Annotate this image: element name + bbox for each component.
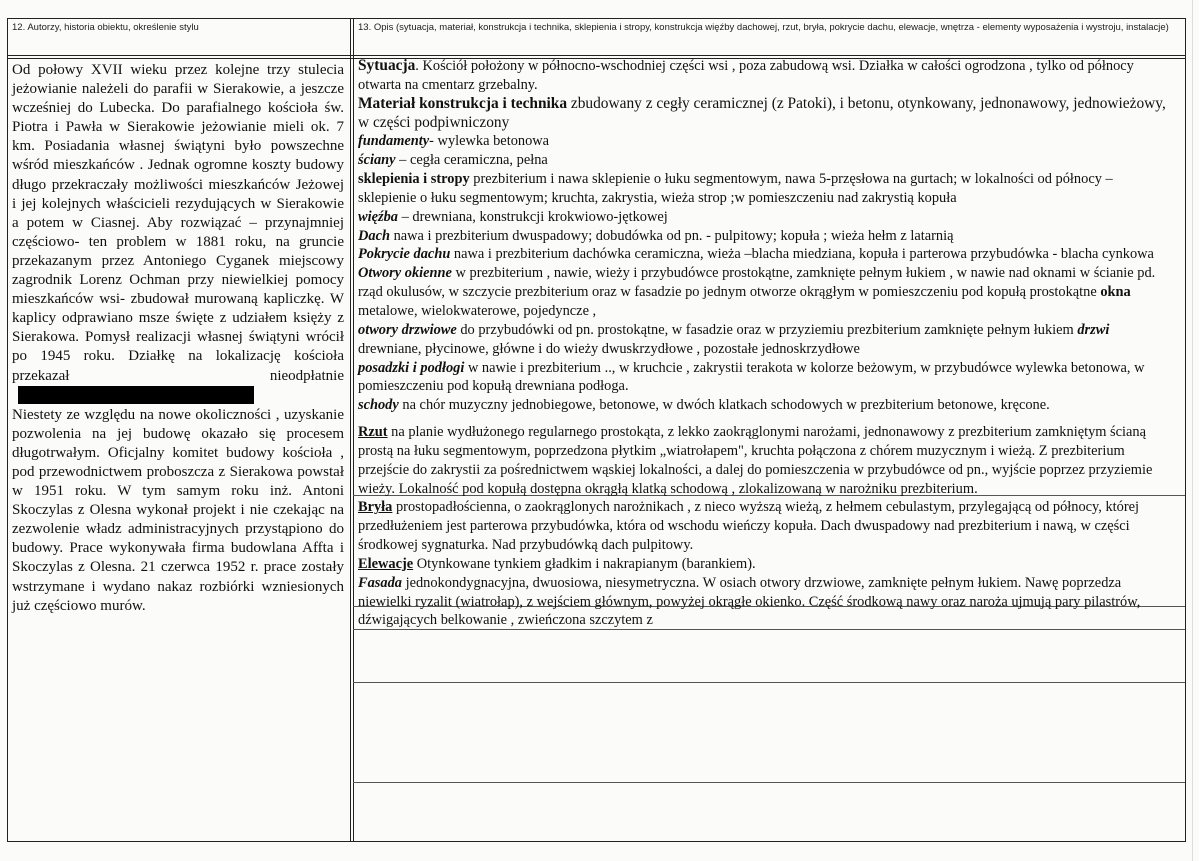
column-divider [350, 19, 351, 841]
label-sklepienia: sklepienia i stropy [358, 171, 470, 188]
desc-sklepienia [358, 170, 1168, 208]
text-otwory-drzwiowe-b: drewniane, płycinowe, główne i do wieży dwuskrzydłowe , pozostałe jednoskrzydłowe [358, 340, 860, 357]
text-rzut: na planie wydłużonego regularnego prostokąta, z lekko zaokrąglonymi narożami, jednonawowy z prezbiterium zamkniętym ścianą prostą na łuku segmentowym, poprzedzona płytkim „wiatrołapem", kruchta połączona z chórem muzycznym i wieżą. Z prezbiterium przejście do zakrystii za pośrednictwem wąskiej lokalności, a dalej do pomieszczenia w przybudówce od pn., wyjście poprzez przyziemie wieży. Lokalność pod kopułą dostępna okrągłą klatką schodową , zlokalizowaną w narożniku prezbiterium. [358, 424, 1153, 497]
desc-rzut [358, 423, 1168, 498]
label-sciany: ściany [358, 152, 396, 169]
label-otwory-okienne: Otwory okienne [358, 265, 452, 282]
label-pokrycie: Pokrycie dachu [358, 246, 451, 263]
text-dach: nawa i prezbiterium dwuspadowy; dobudówka od pn. - pulpitowy; kopuła ; wieża hełm z latarnią [389, 227, 954, 244]
desc-bryla [358, 498, 1168, 555]
section-divider [353, 682, 1185, 683]
desc-posadzki [358, 359, 1168, 397]
history-paragraph-1: Od połowy XVII wieku przez kolejne trzy stulecia jeżowianie należeli do parafii w Sierakowie, a jeszcze wcześniej do Lubecka. Do parafialnego kościoła św. Piotra i Pawła w Sierakowie jeżowianie mieli ok. 7 km. Posiadania własnej świątyni było powszechne wśród mieszkańców . Jednak ogromne koszty budowy długo przekraczały możliwości mieszkańców Jeżowej i jej kolejnych właścicieli rezydujących w Sierakowie a potem w Ciasnej. Aby rozwiązać – przynajmniej częściowo- ten problem w 1881 roku, na gruncie przekazanym przez Antoniego Cyganek miejscowy zagrodnik Lorenz Ochman przy niewielkiej pomocy mieszkańców wsi- zbudował murowaną kapliczkę. W kaplicy odprawiano msze święte z udziałem księży z Sierakowa. Pomysł realizacji własnej świątyni wrócił po 1945 roku. Działkę na lokalizację kościoła przekazał nieodpłatnie [12, 62, 344, 384]
label-sytuacja: Sytuacja [358, 57, 416, 74]
section-divider [353, 782, 1185, 783]
text-schody: na chór muzyczny jednobiegowe, betonowe, w dwóch klatkach schodowych w prezbiterium betonowe, kręcone. [398, 397, 1050, 414]
desc-material [358, 95, 1168, 133]
label-fasada: Fasada [358, 574, 402, 591]
description-text [358, 57, 1168, 630]
label-otwory-drzwiowe: otwory drzwiowe [358, 321, 457, 338]
desc-wiezba [358, 208, 1168, 227]
desc-schody [358, 396, 1168, 415]
desc-otwory-drzwiowe [358, 321, 1168, 359]
desc-sytuacja [358, 57, 1168, 95]
text-sytuacja: . Kościół położony w północno-wschodniej części wsi , poza zabudową wsi. Działka w całości ogrodzona , tylko od północy otwarta na cmentarz grzebalny. [358, 58, 1134, 93]
text-otwory-drzwiowe-a: do przybudówki od pn. prostokątne, w fasadzie oraz w przyziemiu prezbiterium zamknięte pełnym łukiem [456, 321, 1078, 338]
column-divider-double [353, 19, 354, 841]
text-bryla: prostopadłościenna, o zaokrąglonych narożnikach , z nieco wyższą wieżą, z hełmem cebulastym, przylegającą od północy, której przedłużeniem jest parterowa przybudówka, która od wschodu wieńczy kopuła. Dach dwuspadowy nad prezbiterium i nawą, w części środkowej sygnaturka. Nad przybudówką dach pulpitowy. [358, 499, 1140, 554]
label-drzwi: drzwi [1077, 321, 1110, 338]
desc-sciany [358, 151, 1168, 170]
label-elewacje: Elewacje [358, 555, 414, 572]
desc-fasada [358, 574, 1168, 631]
text-posadzki: w nawie i prezbiterium .., w kruchcie , zakrystii terakota w kolorze beżowym, w przybudówce wylewka betonowa, w pomieszczeniu pod kopułą drewniana podłoga. [358, 359, 1145, 395]
header-description: 13. Opis (sytuacja, materiał, konstrukcja i technika, sklepienia i stropy, konstrukcja więźby dachowej, rzut, bryła, pokrycie dachu, elewacje, wnętrza - elementy wyposażenia i wystroju, instalacje) [358, 22, 1169, 33]
text-wiezba: – drewniana, konstrukcji krokwiowo-jętkowej [397, 208, 668, 225]
text-fasada: jednokondygnacyjna, dwuosiowa, niesymetryczna. W osiach otwory drzwiowe, zamknięte pełnym łukiem. Nawę poprzedza niewielki ryzalit (wiatrołap), z wejściem głównym, powyżej okrągłe okienko. Część środkową nawy oraz naroża ujmują pary pilastrów, dźwigających belkowanie , zwieńczona szczytem z [358, 574, 1141, 629]
label-okna: okna [1100, 284, 1131, 301]
desc-otwory-okienne [358, 264, 1168, 321]
label-dach: Dach [358, 227, 390, 244]
text-pokrycie: nawa i prezbiterium dachówka ceramiczna, wieża –blacha miedziana, kopuła i parterowa przybudówka - blacha cynkowa [450, 246, 1154, 263]
header-divider [8, 55, 1185, 56]
header-authors-history: 12. Autorzy, historia obiektu, określenie stylu [12, 22, 199, 33]
redaction-bar [18, 386, 254, 404]
text-sklepienia: prezbiterium i nawa sklepienie o łuku segmentowym, nawa 5-przęsłowa na gurtach; w lokalności od północy – sklepienie o łuku segmentowym; kruchta, zakrystia, wieża strop ;w pomieszczeniu nad zakrystią kopuła [358, 171, 1113, 206]
text-sciany: – cegła ceramiczna, pełna [395, 152, 548, 169]
history-paragraph-2: Niestety ze względu na nowe okoliczności , uzyskanie pozwolenia na jej budowę okazało się procesem długotrwałym. Oficjalny komitet budowy kościoła , pod przewodnictwem proboszcza z Sierakowa powstał w 1951 roku. W tym samym roku inż. Antoni Skoczylas z Olesna wykonał projekt i nie czekając na zezwolenie władz administracyjnych przystąpiono do budowy. Prace wykonywała firma budowlana Affta i Skoczylas z Olesna. 21 czerwca 1952 r. prace zostały wstrzymane i wydano nakaz rozbiórki wzniesionych już częściowo murów. [12, 406, 344, 614]
text-elewacje: Otynkowane tynkiem gładkim i nakrapianym (barankiem). [413, 555, 756, 572]
label-bryla: Bryła [358, 499, 393, 516]
label-schody: schody [358, 397, 399, 414]
label-posadzki: posadzki i podłogi [358, 359, 465, 376]
desc-pokrycie [358, 245, 1168, 264]
label-wiezba: więźba [358, 208, 398, 225]
desc-elewacje [358, 555, 1168, 574]
desc-dach [358, 227, 1168, 246]
text-fundamenty: - wylewka betonowa [429, 133, 550, 150]
form-table [7, 18, 1186, 842]
text-otwory-okienne-b: metalowe, wielokwaterowe, pojedyncze , [358, 302, 597, 319]
text-material: zbudowany z cegły ceramicznej (z Patoki), i betonu, otynkowany, jednonawowy, jednowieżowy, w części podpiwniczony [358, 94, 1166, 131]
label-fundamenty: fundamenty [358, 133, 430, 150]
label-material: Materiał konstrukcja i technika [358, 94, 568, 112]
desc-fundamenty [358, 132, 1168, 151]
label-rzut: Rzut [358, 424, 388, 441]
history-text [12, 61, 344, 616]
scan-edge [1192, 0, 1193, 861]
text-otwory-okienne-a: w prezbiterium , nawie, wieży i przybudówce prostokątne, zamknięte pełnym łukiem , w nawie nad oknami w ścianie pd. rząd okulusów, w szczycie prezbiterium oraz w fasadzie po jednym otworze okrągłym w pomieszczeniu pod kopułą prostokątne [358, 265, 1156, 301]
